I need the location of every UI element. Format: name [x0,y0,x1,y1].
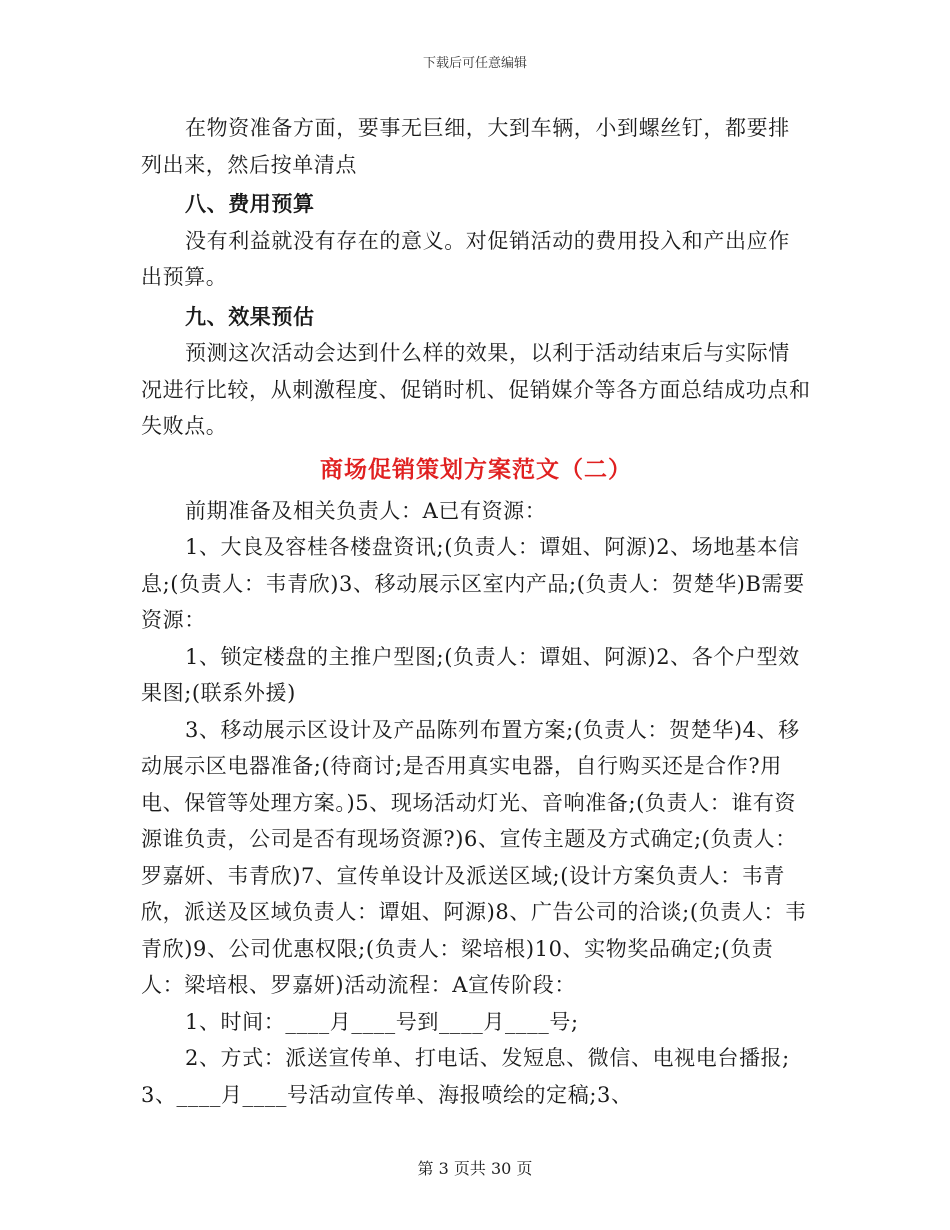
paragraph-time: 1、时间：____月____号到____月____号; [185,1009,579,1034]
paragraph-needed-resources-1: 1、锁定楼盘的主推户型图;(负责人：谭姐、阿源)2、各个户型效果图;(联系外援) [141,644,800,705]
document-body [141,110,811,1113]
paragraph-budget: 没有利益就没有存在的意义。对促销活动的费用投入和产出应作出预算。 [141,228,790,289]
section-title: 商场促销策划方案范文（二） [320,455,632,483]
page-header: 下载后可任意编辑 [422,56,527,71]
paragraph-existing-resources: 1、大良及容桂各楼盘资讯;(负责人：谭姐、阿源)2、场地基本信息;(负责人：韦青欣)3、移动展示区室内产品;(负责人：贺楚华)B需要资源： [141,535,805,632]
heading-effect-estimate: 九、效果预估 [185,303,315,329]
heading-budget: 八、费用预算 [185,191,315,216]
paragraph-materials: 在物资准备方面，要事无巨细，大到车辆，小到螺丝钉，都要排列出来，然后按单清点 [141,116,790,177]
page-footer: 第 3 页共 30 页 [417,1159,533,1178]
paragraph-method: 2、方式：派送宣传单、打电话、发短息、微信、电视电台播报;3、____月____号活动宣传单、海报喷绘的定稿;3、 [141,1046,790,1107]
paragraph-needed-resources-3: 3、移动展示区设计及产品陈列布置方案;(负责人：贺楚华)4、移动展示区电器准备;(待商讨;是否用真实电器，自行购买还是合作?用电、保管等处理方案。)5、现场活动灯光、音响准备;(负责人：谁有资源谁负责，公司是否有现场资源?)6、宣传主题及方式确定;(负责人：罗嘉妍、韦青欣)7、宣传单设计及派送区域;(设计方案负责人：韦青欣，派送及区域负责人：谭姐、阿源)8、广告公司的洽谈;(负责人：韦青欣)9、公司优惠权限;(负责人：梁培根)10、实物奖品确定;(负责人：梁培根、罗嘉妍)活动流程：A宣传阶段： [141,717,807,997]
paragraph-effect: 预测这次活动会达到什么样的效果，以利于活动结束后与实际情况进行比较，从刺激程度、促销时机、促销媒介等各方面总结成功点和失败点。 [141,341,811,438]
paragraph-preparation: 前期准备及相关负责人：A已有资源： [185,498,547,523]
